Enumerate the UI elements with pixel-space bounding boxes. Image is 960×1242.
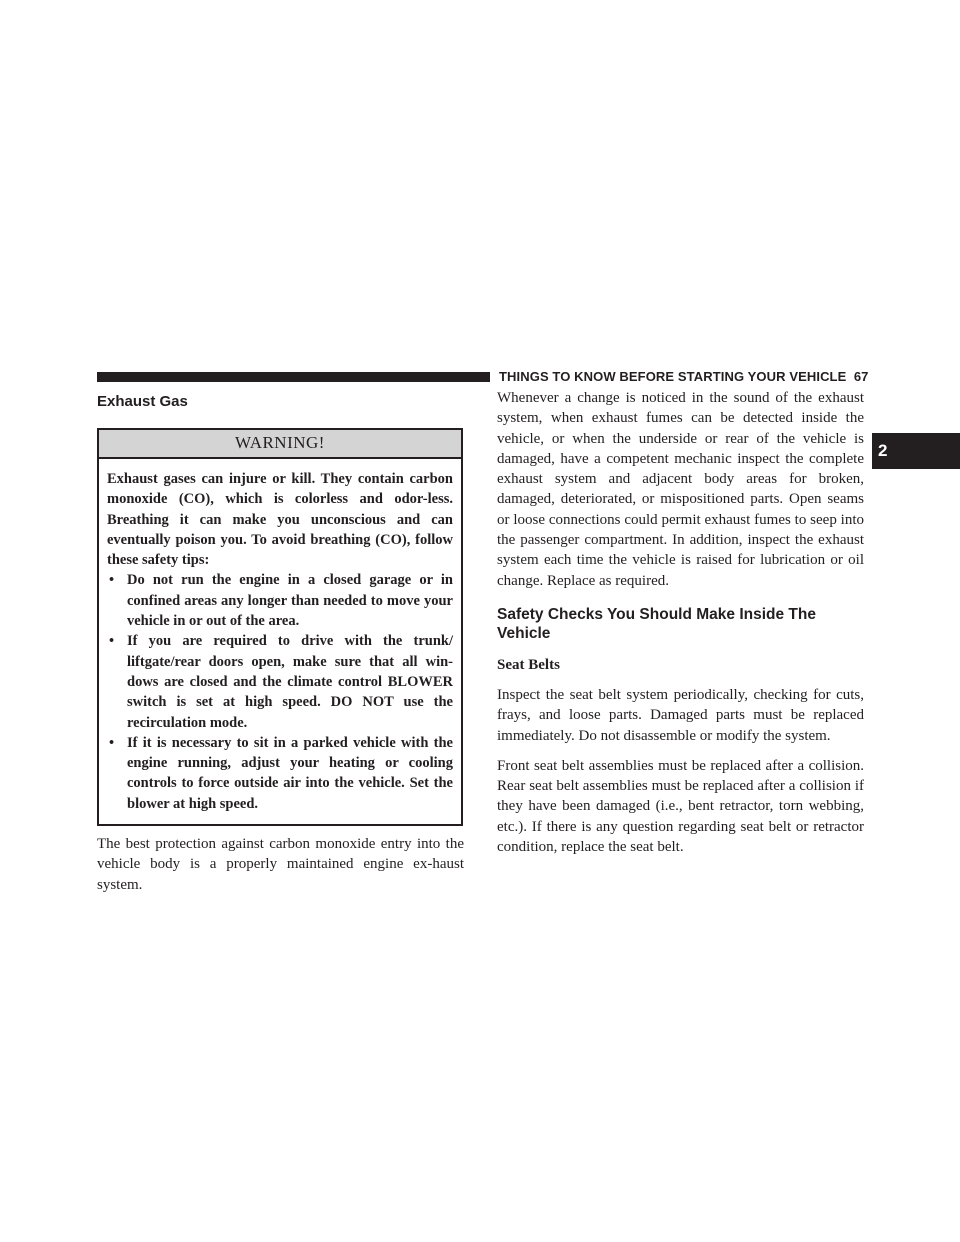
chapter-tab: 2 [872, 433, 960, 469]
seat-belt-inspect-paragraph: Inspect the seat belt system periodically, checking for cuts, frays, and loose parts. Damaged parts must be replaced immediately. Do not disassemble or modify the system. [497, 686, 864, 744]
subheading-safety-checks: Safety Checks You Should Make Inside The Vehicle [497, 605, 816, 642]
page-number: 67 [853, 369, 869, 384]
warning-intro: Exhaust gases can injure or kill. They contain carbon monoxide (CO), which is colorless and odor-less. Breathing it can make you unconscious and can eventually poison you. To avoid breathing (CO), follow these safety tips: [107, 471, 453, 569]
running-header [499, 369, 868, 384]
header-rule [97, 372, 490, 382]
bullet-icon: • [109, 734, 115, 751]
warning-body [99, 459, 461, 824]
warning-bullet-text: If you are required to drive with the trunk/ liftgate/rear doors open, make sure that all win-dows are closed and the climate control BLOWER switch is set at high speed. DO NOT use the recirculation mode. [127, 633, 453, 731]
bullet-icon: • [109, 572, 115, 589]
warning-bullet-text: Do not run the engine in a closed garage or in confined areas any longer than needed to move your vehicle in or out of the area. [127, 572, 453, 630]
right-column [497, 388, 864, 857]
section-heading-exhaust-gas: Exhaust Gas [97, 393, 188, 410]
left-column [97, 388, 464, 895]
warning-bullet-text: If it is necessary to sit in a parked vehicle with the engine running, adjust your heating or cooling controls to force outside air into the vehicle. Set the blower at high speed. [127, 734, 453, 812]
bullet-icon: • [109, 633, 115, 650]
warning-bullet-item [107, 733, 453, 814]
warning-bullet-item [107, 631, 453, 732]
running-title: THINGS TO KNOW BEFORE STARTING YOUR VEHICLE [499, 369, 847, 384]
warning-title: WARNING! [99, 430, 461, 459]
seat-belt-replace-paragraph: Front seat belt assemblies must be replaced after a collision. Rear seat belt assemblies must be replaced after a collision if they have been damaged (i.e., bent retractor, torn webbing, etc.). If there is any question regarding seat belt or retractor condition, replace the seat belt. [497, 757, 864, 856]
warning-bullet-item [107, 570, 453, 631]
exhaust-inspection-paragraph: Whenever a change is noticed in the sound of the exhaust system, when exhaust fumes can be detected inside the vehicle, or when the underside or rear of the vehicle is damaged, have a competent mechanic inspect the complete exhaust system and adjacent body areas for broken, damaged, deteriorated, or mispositioned parts. Open seams or loose connections could permit exhaust fumes to seep into the passenger compartment. In addition, inspect the exhaust system each time the vehicle is raised for lubrication or oil change. Replace as required. [497, 390, 864, 589]
exhaust-paragraph: The best protection against carbon monoxide entry into the vehicle body is a properly maintained engine ex-haust system. [97, 836, 464, 893]
minor-heading-seat-belts: Seat Belts [497, 656, 560, 673]
warning-list [107, 570, 453, 814]
warning-box [97, 428, 463, 826]
